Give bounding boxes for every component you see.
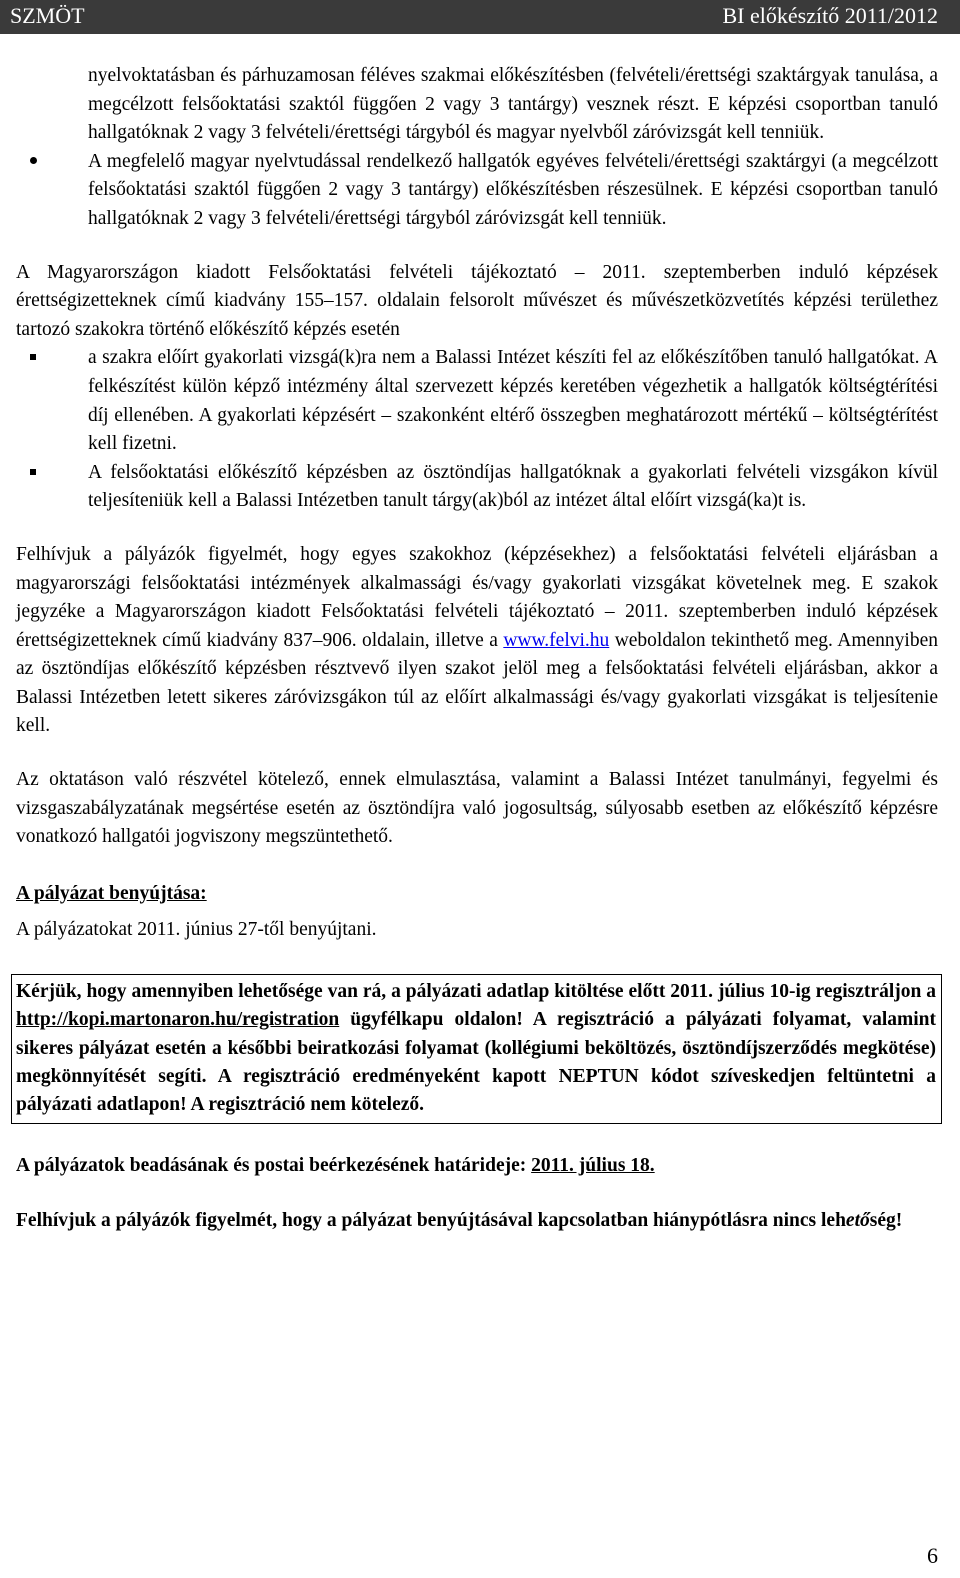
final-notice-paragraph: Felhívjuk a pályázók figyelmét, hogy a pályázat benyújtásával kapcsolatban hiánypótlásra nincs lehetőség! (16, 1210, 903, 1232)
header-right-text: BI előkészítő 2011/2012 (722, 3, 938, 28)
arts-item-2-text: A felsőoktatási előkészítő képzésben az ösztöndíjas hallgatóknak a gyakorlati felvételi vizsgákon kívül teljesíteniük kell a Balassi Intézetben tanult tárgy(ak)ból az intézet által előírt vizsgá(ka)t is. (88, 461, 938, 512)
submission-heading: A pályázat benyújtása: (16, 882, 207, 904)
document-body (16, 62, 938, 1236)
bullet-dot-icon (30, 148, 37, 177)
running-header (0, 0, 960, 34)
aptitude-notice-paragraph: Felhívjuk a pályázók figyelmét, hogy egyes szakokhoz (képzésekhez) a felsőoktatási felvételi eljárásban a magyarországi felsőoktatási intézmények alkalmassági és/vagy gyakorlati vizsgákat követelnek meg. E szakok jegyzéke a Magyarországon kiadott Felsőoktatási felvételi tájékoztató – 2011. szeptemberben induló képzések érettségizetteknek című kiadvány 837–906. oldalain, illetve a www.felvi.hu weboldalon tekinthető meg. Amennyiben az ösztöndíjas előkészítő képzésben résztvevő ilyen szakot jelöl meg a felsőoktatási felvételi eljárásban, akkor a Balassi Intézetben letett sikeres záróvizsgákon túl az előírt alkalmassági és/vagy gyakorlati vizsgákat is teljesítenie kell. (16, 543, 938, 737)
page-number: 6 (927, 1543, 938, 1568)
square-bullet-icon (30, 344, 36, 373)
bullet-list-item (88, 148, 938, 234)
square-bullet-icon (30, 459, 36, 488)
deadline-date: 2011. július 18. (531, 1154, 655, 1176)
felvi-link[interactable]: www.felvi.hu (503, 629, 610, 651)
registration-link[interactable]: http://kopi.martonaron.hu/registration (16, 1009, 340, 1031)
deadline-line: A pályázatok beadásának és postai beérkezésének határideje: 2011. július 18. (16, 1154, 655, 1176)
arts-item-1-text: a szakra előírt gyakorlati vizsgá(k)ra nem a Balassi Intézet készíti fel az előkészítőben tanuló hallgatókat. A felkészítést külön képző intézmény által szervezett képzés keretében végezhetik a hallgatók költségtérítési díj ellenében. A gyakorlati képzésért – szakonként eltérő összegben meghatározott mértékű – költségtérítést kell fizetni. (88, 347, 938, 455)
continuation-paragraph: nyelvoktatásban és párhuzamosan féléves szakmai előkészítésben (felvételi/érettségi szaktárgyak tanulása, a megcélzott felsőoktatási szaktól függően 2 vagy 3 tantárgy) vesznek részt. E képzési csoportban tanuló hallgatóknak 2 vagy 3 felvételi/érettségi tárgyból és magyar nyelvből záróvizsgát kell tenniük. (88, 65, 938, 144)
attendance-paragraph: Az oktatáson való részvétel kötelező, ennek elmulasztása, valamint a Balassi Intézet tanulmányi, fegyelmi és vizsgaszabályzatának megsértése esetén az ösztöndíjra való jogosultság, súlyosabb esetben az előkészítő képzésre vonatkozó hallgatói jogviszony megszüntethető. (16, 769, 938, 848)
arts-list-item-1 (88, 344, 938, 458)
registration-notice-box: Kérjük, hogy amennyiben lehetősége van rá, a pályázati adatlap kitöltése előtt 2011. július 10-ig regisztráljon a http://kopi.martonaron.hu/registration ügyfélkapu oldalon! A regisztráció a pályázati folyamat, valamint sikeres pályázat esetén a későbbi beiratkozási folyamat (kollégiumi beköltözés, ösztöndíjszerződés megkötése) megkönnyítését segíti. A regisztráció eredményeként kapott NEPTUN kódot szíveskedjen feltüntetni a pályázati adatlapon! A regisztráció nem kötelező. (11, 974, 942, 1123)
arts-list-item-2 (88, 459, 938, 516)
bullet-item-text: A megfelelő magyar nyelvtudással rendelkező hallgatók egyéves felvételi/érettségi szaktárgyi (a megcélzott felsőoktatási szaktól függően 2 vagy 3 tantárgy) előkészítésben részesülnek. E képzési csoportban tanuló hallgatóknak 2 vagy 3 felvételi/érettségi tárgyból záróvizsgát kell tenniük. (88, 150, 938, 229)
arts-intro-paragraph: A Magyarországon kiadott Felsőoktatási felvételi tájékoztató – 2011. szeptemberben induló képzések érettségizetteknek című kiadvány 155–157. oldalain felsorolt művészet és művészetközvetítés képzési területhez tartozó szakokra történő előkészítő képzés esetén (16, 261, 938, 340)
header-left-text: SZMÖT (10, 3, 85, 28)
submission-text: A pályázatokat 2011. június 27-től benyújtani. (16, 919, 377, 941)
